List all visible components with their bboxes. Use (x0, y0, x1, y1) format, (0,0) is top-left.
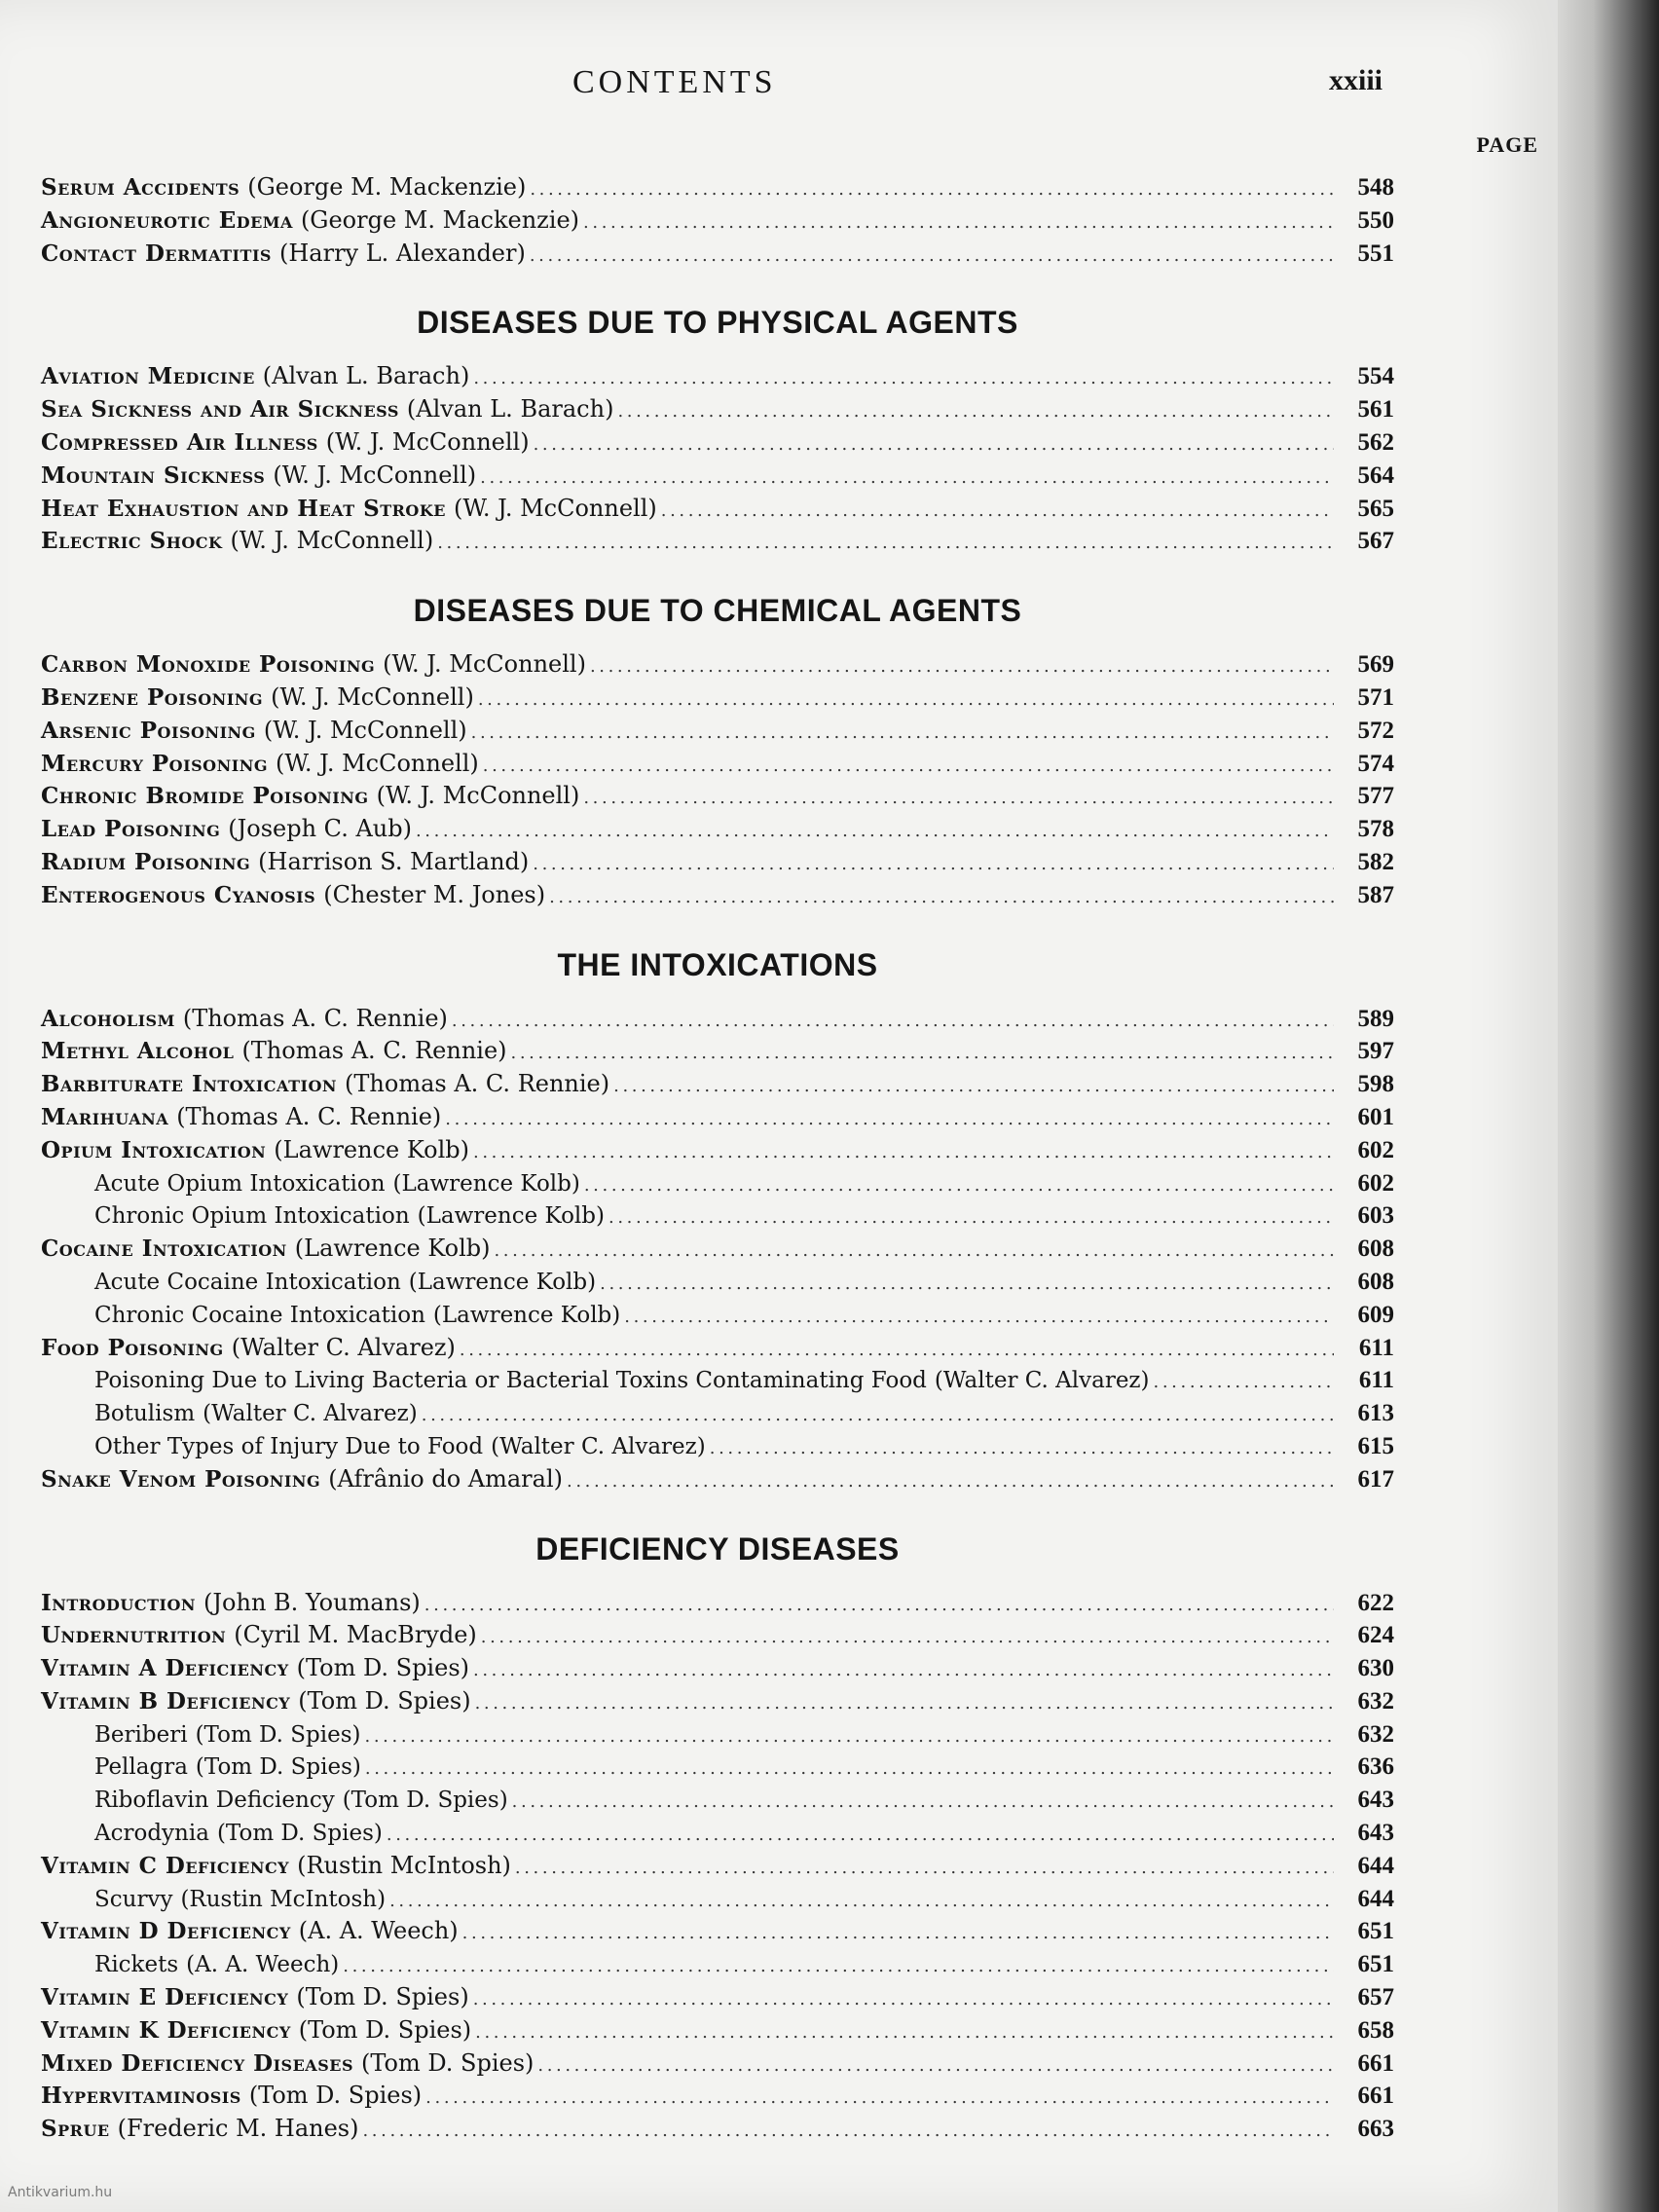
toc-entry (41, 2047, 1394, 2081)
entry-author: (Thomas A. C. Rennie) (241, 1037, 507, 1065)
entry-title: Contact Dermatitis (41, 240, 272, 267)
dot-leader (534, 428, 1334, 461)
entry-title: Rickets (94, 1952, 179, 1978)
toc-entry (41, 2113, 1394, 2146)
dot-leader (343, 1950, 1334, 1983)
dot-leader (473, 1654, 1334, 1687)
entry-page-number: 624 (1357, 1622, 1394, 1649)
entry-title: Vitamin E Deficiency (41, 1984, 289, 2011)
entry-title: Enterogenous Cyanosis (41, 881, 316, 908)
dot-leader (600, 1268, 1334, 1301)
entry-page-number: 643 (1357, 1820, 1394, 1847)
entry-title: Alcoholism (41, 1005, 175, 1032)
entry-title: Riboflavin Deficiency (94, 1788, 335, 1814)
entry-author: (A. A. Weech) (186, 1952, 340, 1978)
entry-page-number: 609 (1357, 1301, 1394, 1328)
dot-leader (533, 848, 1334, 881)
entry-title: Pellagra (94, 1754, 188, 1781)
entry-page-number: 632 (1357, 1720, 1394, 1748)
entry-title: Compressed Air Illness (41, 428, 318, 456)
entry-author: (Joseph C. Aub) (228, 815, 412, 843)
entry-author: (Rustin McIntosh) (180, 1886, 387, 1912)
page-edge-shadow (1558, 0, 1659, 2212)
entry-author: (George M. Mackenzie) (300, 205, 580, 234)
entry-page-number: 644 (1357, 1885, 1394, 1912)
page-column-label: PAGE (1476, 132, 1538, 157)
entry-page-number: 569 (1357, 651, 1394, 679)
toc-entry (41, 846, 1394, 879)
table-of-contents (41, 171, 1394, 2181)
dot-leader (661, 495, 1334, 528)
entry-author: (Lawrence Kolb) (294, 1235, 491, 1263)
toc-subentry (41, 1718, 1394, 1751)
dot-leader (365, 1720, 1334, 1753)
toc-entry (41, 682, 1394, 715)
dot-leader (624, 1301, 1334, 1334)
toc-subentry (41, 1784, 1394, 1817)
toc-entry (41, 715, 1394, 748)
entry-author: (Afrânio do Amaral) (328, 1464, 563, 1493)
dot-leader (452, 1005, 1334, 1038)
page-header (0, 64, 1402, 107)
entry-page-number: 602 (1357, 1136, 1394, 1163)
entry-author: (W. J. McConnell) (230, 527, 434, 555)
entry-page-number: 608 (1357, 1235, 1394, 1263)
dot-leader (480, 461, 1334, 495)
dot-leader (1154, 1366, 1334, 1399)
entry-page-number: 658 (1357, 2016, 1394, 2044)
entry-author: (George M. Mackenzie) (247, 173, 527, 201)
toc-entry (41, 1003, 1394, 1036)
entry-author: (Harry L. Alexander) (279, 239, 526, 267)
toc-entry (41, 1685, 1394, 1718)
entry-title: Sea Sickness and Air Sickness (41, 396, 399, 424)
entry-title: Chronic Opium Intoxication (94, 1203, 410, 1230)
entry-author: (W. J. McConnell) (273, 461, 477, 489)
entry-title: Heat Exhaustion and Heat Stroke (41, 495, 446, 522)
entry-title: Other Types of Injury Due to Food (94, 1433, 484, 1459)
entry-author: (Tom D. Spies) (248, 2082, 423, 2110)
entry-page-number: 657 (1357, 1984, 1394, 2011)
toc-entry (41, 1587, 1394, 1620)
toc-entry (41, 1652, 1394, 1685)
entry-page-number: 602 (1357, 1169, 1394, 1197)
entry-author: (Lawrence Kolb) (392, 1170, 580, 1197)
entry-author: (Chester M. Jones) (323, 880, 546, 908)
toc-entry (41, 1134, 1394, 1167)
entry-page-number: 622 (1357, 1589, 1394, 1616)
section-heading: DEFICIENCY DISEASES (535, 1530, 900, 1567)
entry-title: Chronic Bromide Poisoning (41, 783, 369, 810)
entry-author: (Tom D. Spies) (298, 1686, 471, 1714)
entry-page-number: 643 (1357, 1787, 1394, 1814)
entry-page-number: 651 (1357, 1951, 1394, 1978)
entry-page-number: 644 (1357, 1852, 1394, 1879)
toc-entry (41, 2014, 1394, 2047)
dot-leader (445, 1103, 1334, 1136)
toc-entry (41, 204, 1394, 238)
dot-leader (608, 1201, 1334, 1235)
toc-entry (41, 1850, 1394, 1883)
entry-title: Sprue (41, 2116, 110, 2143)
entry-author: (W. J. McConnell) (325, 427, 530, 456)
section-heading: DISEASES DUE TO CHEMICAL AGENTS (413, 593, 1022, 629)
entry-title: Poisoning Due to Living Bacteria or Bacterial Toxins Contaminating Food (94, 1368, 927, 1394)
entry-title: Electric Shock (41, 528, 223, 555)
entry-page-number: 565 (1357, 495, 1394, 522)
entry-title: Methyl Alcohol (41, 1038, 235, 1065)
entry-title: Benzene Poisoning (41, 683, 264, 711)
entry-page-number: 617 (1357, 1465, 1394, 1493)
entry-title: Vitamin A Deficiency (41, 1655, 289, 1682)
entry-title: Hypervitaminosis (41, 2083, 241, 2110)
dot-leader (512, 1786, 1334, 1819)
entry-title: Vitamin D Deficiency (41, 1918, 291, 1945)
entry-title: Barbiturate Intoxication (41, 1071, 338, 1098)
entry-title: Scurvy (94, 1886, 173, 1912)
entry-title: Acute Opium Intoxication (94, 1170, 386, 1197)
entry-author: (Thomas A. C. Rennie) (345, 1070, 610, 1098)
toc-entry (41, 1915, 1394, 1948)
toc-entry (41, 1463, 1394, 1496)
toc-entry (41, 1035, 1394, 1068)
entry-page-number: 564 (1357, 461, 1394, 489)
entry-author: (Tom D. Spies) (195, 1721, 361, 1748)
dot-leader (613, 1070, 1334, 1103)
dot-leader (475, 2016, 1334, 2049)
entry-page-number: 548 (1357, 174, 1394, 201)
toc-entry (41, 1101, 1394, 1134)
watermark: Antikvarium.hu (8, 2185, 113, 2200)
dot-leader (710, 1432, 1334, 1465)
toc-entry (41, 1233, 1394, 1266)
toc-entry (41, 1981, 1394, 2014)
dot-leader (425, 2082, 1334, 2115)
entry-page-number: 613 (1357, 1400, 1394, 1427)
entry-author: (Tom D. Spies) (296, 1654, 469, 1682)
entry-title: Mixed Deficiency Diseases (41, 2049, 354, 2077)
toc-section (41, 1531, 1394, 2147)
entry-author: (W. J. McConnell) (271, 682, 474, 711)
toc-subentry (41, 1817, 1394, 1850)
entry-page-number: 651 (1357, 1918, 1394, 1945)
entry-title: Mountain Sickness (41, 461, 266, 489)
dot-leader (583, 782, 1334, 815)
entry-author: (Tom D. Spies) (298, 2015, 472, 2044)
toc-subentry (41, 1397, 1394, 1430)
entry-page-number: 551 (1357, 240, 1394, 267)
toc-entry (41, 2080, 1394, 2113)
entry-page-number: 661 (1357, 2083, 1394, 2110)
dot-leader (549, 881, 1334, 914)
toc-subentry (41, 1266, 1394, 1299)
dot-leader (387, 1819, 1334, 1852)
section-heading: DISEASES DUE TO PHYSICAL AGENTS (417, 305, 1018, 341)
entry-author: (Tom D. Spies) (195, 1754, 361, 1781)
entry-author: (Harrison S. Martland) (258, 847, 530, 875)
entry-page-number: 561 (1357, 396, 1394, 424)
entry-author: (Tom D. Spies) (296, 1983, 469, 2011)
page-number: xxiii (1328, 64, 1382, 96)
entry-author: (Walter C. Alvarez) (934, 1368, 1150, 1394)
toc-entry (41, 1619, 1394, 1652)
toc-section (41, 171, 1394, 270)
toc-section (41, 305, 1394, 558)
section-heading: THE INTOXICATIONS (557, 946, 878, 982)
entry-author: (W. J. McConnell) (275, 749, 479, 777)
toc-entry (41, 360, 1394, 393)
toc-subentry (41, 1167, 1394, 1200)
dot-leader (362, 2115, 1334, 2148)
entry-title: Angioneurotic Edema (41, 206, 293, 234)
dot-leader (365, 1752, 1334, 1786)
entry-page-number: 574 (1357, 750, 1394, 777)
entry-title: Aviation Medicine (41, 363, 255, 390)
entry-page-number: 550 (1357, 206, 1394, 234)
entry-page-number: 630 (1357, 1655, 1394, 1682)
entry-author: (Walter C. Alvarez) (491, 1433, 706, 1459)
toc-entry (41, 393, 1394, 426)
entry-author: (W. J. McConnell) (453, 494, 657, 522)
entry-page-number: 567 (1357, 528, 1394, 555)
entry-page-number: 571 (1357, 683, 1394, 711)
entry-title: Botulism (94, 1401, 196, 1427)
dot-leader (424, 1589, 1334, 1622)
entry-title: Vitamin K Deficiency (41, 2016, 291, 2044)
entry-title: Marihuana (41, 1103, 169, 1130)
toc-entry (41, 1068, 1394, 1101)
toc-entry (41, 648, 1394, 682)
entry-page-number: 601 (1357, 1103, 1394, 1130)
entry-author: (Tom D. Spies) (342, 1788, 508, 1814)
entry-title: Chronic Cocaine Intoxication (94, 1302, 425, 1328)
toc-entry (41, 879, 1394, 912)
entry-page-number: 632 (1357, 1687, 1394, 1714)
entry-title: Cocaine Intoxication (41, 1235, 287, 1263)
toc-entry (41, 460, 1394, 493)
entry-title: Carbon Monoxide Poisoning (41, 651, 376, 679)
toc-entry (41, 493, 1394, 526)
toc-subentry (41, 1883, 1394, 1916)
entry-author: (Walter C. Alvarez) (203, 1401, 418, 1427)
dot-leader (475, 1687, 1334, 1720)
entry-title: Acrodynia (94, 1821, 209, 1847)
entry-title: Beriberi (94, 1721, 188, 1748)
dot-leader (473, 1983, 1334, 2016)
entry-page-number: 661 (1357, 2049, 1394, 2077)
entry-page-number: 608 (1357, 1268, 1394, 1295)
entry-author: (Lawrence Kolb) (274, 1135, 469, 1163)
entry-author: (Frederic M. Hanes) (117, 2115, 359, 2143)
entry-author: (Walter C. Alvarez) (231, 1333, 456, 1361)
toc-entry (41, 748, 1394, 781)
entry-author: (Thomas A. C. Rennie) (182, 1004, 448, 1032)
toc-subentry (41, 1299, 1394, 1332)
entry-page-number: 562 (1357, 428, 1394, 456)
entry-title: Undernutrition (41, 1622, 227, 1649)
entry-author: (Tom D. Spies) (216, 1821, 383, 1847)
entry-author: (Cyril M. MacBryde) (234, 1621, 477, 1649)
dot-leader (471, 717, 1334, 750)
entry-author: (Alvan L. Barach) (406, 395, 614, 424)
dot-leader (583, 206, 1334, 240)
dot-leader (478, 683, 1334, 717)
dot-leader (515, 1852, 1334, 1885)
toc-entry (41, 525, 1394, 558)
running-title: CONTENTS (572, 64, 777, 100)
entry-author: (Thomas A. C. Rennie) (176, 1102, 442, 1130)
dot-leader (437, 527, 1334, 560)
entry-page-number: 615 (1357, 1432, 1394, 1459)
entry-author: (A. A. Weech) (298, 1917, 459, 1945)
entry-title: Opium Intoxication (41, 1136, 267, 1163)
entry-author: (W. J. McConnell) (263, 716, 467, 744)
entry-page-number: 554 (1357, 363, 1394, 390)
dot-leader (389, 1885, 1334, 1918)
entry-page-number: 578 (1357, 816, 1394, 843)
entry-title: Acute Cocaine Intoxication (94, 1269, 401, 1295)
toc-section (41, 947, 1394, 1496)
dot-leader (567, 1465, 1334, 1498)
entry-page-number: 611 (1358, 1367, 1394, 1394)
entry-title: Vitamin C Deficiency (41, 1852, 290, 1879)
toc-entry (41, 238, 1394, 271)
entry-author: (John B. Youmans) (203, 1588, 421, 1616)
toc-subentry (41, 1199, 1394, 1233)
entry-author: (Lawrence Kolb) (432, 1302, 621, 1328)
toc-section (41, 593, 1394, 911)
entry-page-number: 597 (1357, 1038, 1394, 1065)
entry-author: (Tom D. Spies) (361, 2048, 535, 2077)
entry-title: Snake Venom Poisoning (41, 1465, 321, 1493)
dot-leader (494, 1235, 1334, 1268)
entry-author: (Lawrence Kolb) (417, 1203, 605, 1230)
entry-title: Lead Poisoning (41, 816, 221, 843)
entry-title: Food Poisoning (41, 1334, 224, 1361)
toc-entry (41, 780, 1394, 813)
dot-leader (473, 362, 1334, 395)
dot-leader (460, 1334, 1334, 1367)
entry-author: (W. J. McConnell) (383, 650, 586, 679)
entry-page-number: 572 (1357, 717, 1394, 744)
entry-page-number: 577 (1357, 783, 1394, 810)
dot-leader (416, 815, 1334, 848)
entry-page-number: 603 (1357, 1202, 1394, 1230)
entry-page-number: 587 (1357, 881, 1394, 908)
entry-author: (Alvan L. Barach) (262, 362, 470, 390)
entry-author: (W. J. McConnell) (376, 782, 580, 810)
entry-title: Vitamin B Deficiency (41, 1687, 291, 1714)
dot-leader (473, 1136, 1334, 1169)
toc-subentry (41, 1948, 1394, 1981)
entry-page-number: 636 (1357, 1753, 1394, 1781)
dot-leader (481, 1621, 1334, 1654)
toc-entry (41, 813, 1394, 846)
entry-title: Introduction (41, 1589, 197, 1616)
entry-page-number: 611 (1358, 1334, 1394, 1361)
toc-subentry (41, 1751, 1394, 1784)
entry-title: Arsenic Poisoning (41, 717, 256, 744)
entry-page-number: 663 (1357, 2116, 1394, 2143)
toc-entry (41, 171, 1394, 204)
toc-subentry (41, 1430, 1394, 1463)
entry-title: Serum Accidents (41, 174, 240, 201)
dot-leader (584, 1169, 1334, 1202)
entry-page-number: 582 (1357, 848, 1394, 875)
toc-subentry (41, 1364, 1394, 1397)
dot-leader (462, 1917, 1334, 1950)
toc-entry (41, 1332, 1394, 1365)
dot-leader (422, 1399, 1334, 1432)
entry-author: (Lawrence Kolb) (408, 1269, 597, 1295)
entry-title: Mercury Poisoning (41, 750, 268, 777)
dot-leader (537, 2049, 1334, 2083)
dot-leader (530, 173, 1334, 206)
entry-title: Radium Poisoning (41, 848, 251, 875)
dot-leader (530, 240, 1334, 273)
toc-entry (41, 426, 1394, 460)
entry-page-number: 589 (1357, 1005, 1394, 1032)
entry-page-number: 598 (1357, 1071, 1394, 1098)
entry-author: (Rustin McIntosh) (297, 1851, 511, 1879)
dot-leader (617, 395, 1334, 428)
dot-leader (590, 650, 1334, 683)
dot-leader (483, 750, 1334, 783)
dot-leader (511, 1037, 1334, 1070)
